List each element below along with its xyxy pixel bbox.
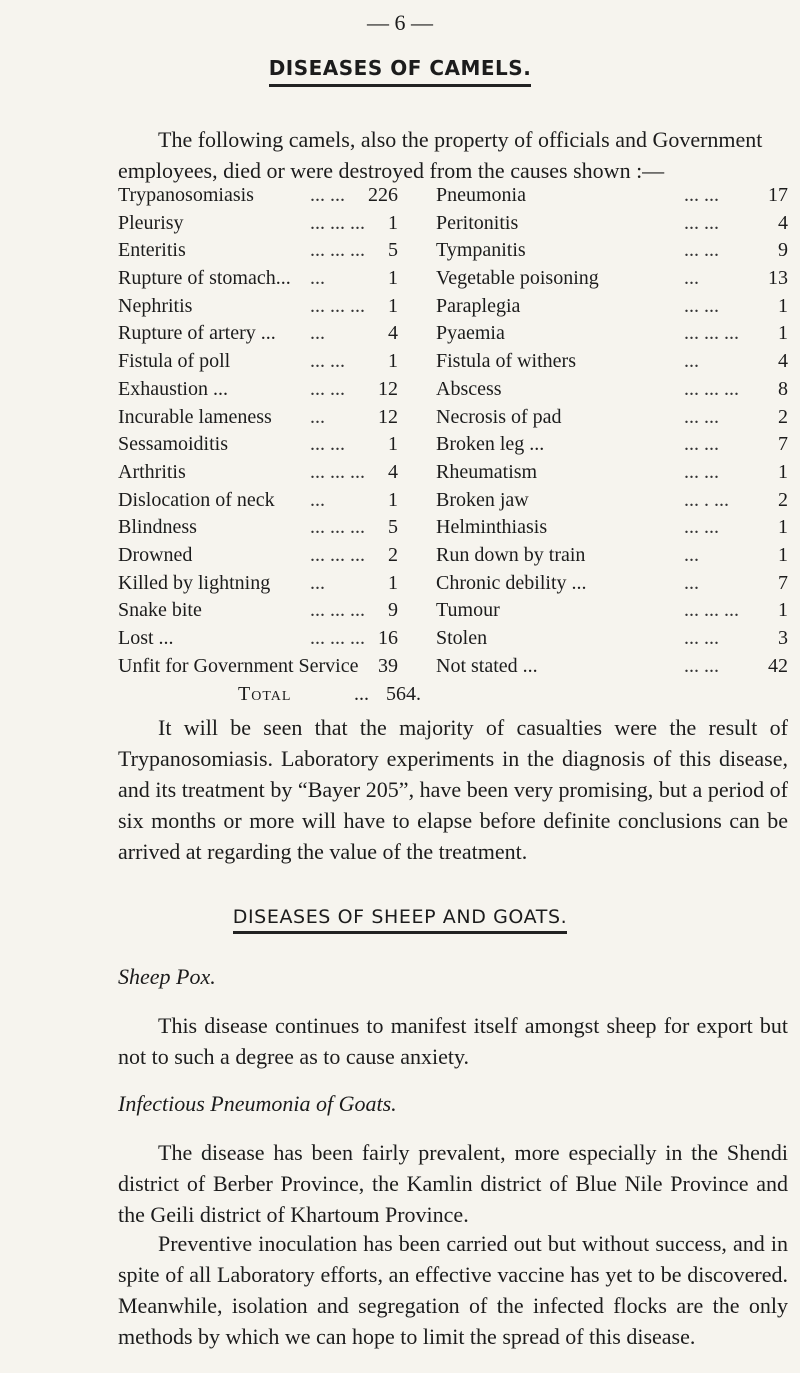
total-value: 564. [386,683,421,706]
leader-dots-left: ... [310,571,325,594]
trypanosomiasis-text: It will be seen that the majority of casualties were the result of Trypanosomiasis. Laboratory experiments in the diagnosis of this disease, and its treatment by “Bayer 205”, have been very promising, but a period of six months or more will have to elapse before definite conclusions can be arrived at regarding the value of the treatment. [118,715,788,864]
section-heading-camels-text: DISEASES OF CAMELS. [269,56,532,87]
cause-count-left: 2 [388,543,398,566]
cause-name-left: Trypanosomiasis [118,184,254,206]
cause-count-left: 5 [388,239,398,262]
cause-name-right: Broken leg ... [436,433,545,456]
cause-count-right: 4 [778,350,788,373]
cause-name-left: Blindness [118,516,197,539]
cause-count-right: 7 [778,433,788,456]
leader-dots-right: ... [684,267,699,290]
page-number: — 6 — [367,10,433,35]
cause-name-left: Incurable lameness [118,405,272,428]
table-row [118,404,798,432]
leader-dots-left: ... [310,488,325,511]
cause-count-right: 1 [778,322,788,345]
cause-count-left: 39 [378,654,398,677]
leader-dots-right: ... [684,543,699,566]
intro-line-1: The following camels, also the property of officials and Government [158,127,763,152]
cause-name-left: Rupture of stomach... [118,267,291,290]
cause-count-left: 1 [388,211,398,234]
cause-name-right: Necrosis of pad [436,405,562,428]
leader-dots-right: ... ... [684,460,719,483]
cause-name-left: Pleurisy [118,211,184,234]
cause-count-right: 1 [778,599,788,622]
cause-count-left: 226 [368,184,398,206]
trypanosomiasis-paragraph [118,712,788,867]
leader-dots-right: ... . ... [684,488,729,511]
goat-pneumonia-paragraph-1 [118,1137,788,1230]
subheading-goat-pneumonia: Infectious Pneumonia of Goats. [118,1091,397,1116]
cause-count-right: 3 [778,627,788,649]
cause-name-right: Paraplegia [436,294,521,317]
total-dots: ... [354,683,369,706]
table-row [118,348,798,376]
cause-name-left: Exhaustion ... [118,377,228,400]
goat-pneumonia-paragraph-2 [118,1228,788,1352]
cause-count-right: 1 [778,543,788,566]
table-row [118,459,798,487]
intro-paragraph [118,124,788,186]
table-row [118,320,798,348]
cause-name-right: Fistula of withers [436,350,576,373]
section-heading-sheep-goats [0,906,800,934]
cause-count-left: 5 [388,516,398,539]
leader-dots-left: ... ... [310,433,345,456]
cause-count-left: 1 [388,294,398,317]
cause-name-right: Helminthiasis [436,516,548,539]
leader-dots-right: ... ... [684,654,719,677]
sheep-pox-paragraph [118,1010,788,1072]
leader-dots-left: ... [310,267,325,290]
leader-dots-right: ... ... [684,239,719,262]
leader-dots-left: ... ... ... [310,211,365,234]
sheep-pox-text: This disease continues to manifest itself amongst sheep for export but not to such a degree as to cause anxiety. [118,1013,788,1069]
cause-count-left: 9 [388,599,398,622]
total-row [118,680,798,708]
cause-count-left: 1 [388,350,398,373]
cause-count-right: 1 [778,460,788,483]
cause-name-right: Stolen [436,627,488,649]
cause-count-right: 1 [778,294,788,317]
cause-name-right: Rheumatism [436,460,538,483]
table-row [118,237,798,265]
cause-name-left: Killed by lightning [118,571,271,594]
leader-dots-right: ... ... [684,211,719,234]
casualty-table [118,182,798,708]
cause-count-left: 12 [378,377,398,400]
cause-name-left: Dislocation of neck [118,488,275,511]
leader-dots-left: ... ... ... [310,543,365,566]
leader-dots-left: ... ... [310,350,345,373]
cause-name-left: Snake bite [118,599,202,622]
table-row [118,376,798,404]
cause-name-left: Fistula of poll [118,350,231,373]
cause-name-right: Chronic debility ... [436,571,587,594]
cause-name-left: Sessamoiditis [118,433,229,456]
leader-dots-left: ... ... ... [310,599,365,622]
cause-name-left: Enteritis [118,239,186,262]
leader-dots-left: ... ... [310,377,345,400]
leader-dots-right: ... ... [684,184,719,206]
table-row [118,182,798,210]
table-row [118,570,798,598]
cause-name-right: Tumour [436,599,500,622]
leader-dots-right: ... ... [684,405,719,428]
cause-count-right: 17 [768,184,788,206]
table-row [118,431,798,459]
cause-count-left: 16 [378,627,398,649]
leader-dots-left: ... ... ... [310,239,365,262]
cause-count-left: 12 [378,405,398,428]
leader-dots-right: ... ... ... [684,599,739,622]
leader-dots-right: ... ... [684,516,719,539]
goat-pneumonia-text-2: Preventive inoculation has been carried out but without success, and in spite of all Laboratory efforts, an effective vaccine has yet to be discovered. Meanwhile, isolation and segregation of the infected flocks are the only methods by which we can hope to limit the spread of this disease. [118,1231,788,1349]
leader-dots-left: ... ... ... [310,516,365,539]
cause-name-right: Broken jaw [436,488,529,511]
cause-count-left: 4 [388,322,398,345]
cause-name-right: Pneumonia [436,184,526,206]
cause-count-right: 8 [778,377,788,400]
cause-name-right: Pyaemia [436,322,505,345]
cause-name-left: Unfit for Government Service [118,654,359,677]
subheading-sheep-pox: Sheep Pox. [118,964,216,989]
cause-count-right: 4 [778,211,788,234]
cause-count-right: 7 [778,571,788,594]
leader-dots-left: ... ... ... [310,627,365,649]
cause-name-right: Abscess [436,377,502,400]
cause-name-right: Not stated ... [436,654,538,677]
leader-dots-left: ... [310,322,325,345]
cause-name-right: Tympanitis [436,239,526,262]
cause-name-left: Lost ... [118,627,174,649]
table-row [118,293,798,321]
cause-count-left: 1 [388,433,398,456]
goat-pneumonia-text-1: The disease has been fairly prevalent, more especially in the Shendi district of Berber Province, the Kamlin district of Blue Nile Province and the Geili district of Khartoum Province. [118,1140,788,1227]
cause-count-right: 42 [768,654,788,677]
cause-count-right: 2 [778,488,788,511]
cause-count-right: 1 [778,516,788,539]
cause-name-left: Drowned [118,543,193,566]
cause-name-left: Nephritis [118,294,193,317]
leader-dots-right: ... ... ... [684,322,739,345]
cause-count-right: 13 [768,267,788,290]
cause-count-left: 4 [388,460,398,483]
cause-name-right: Run down by train [436,543,586,566]
table-row [118,653,798,681]
section-heading-camels [0,56,800,87]
leader-dots-right: ... ... ... [684,377,739,400]
cause-name-right: Vegetable poisoning [436,267,599,290]
cause-count-right: 2 [778,405,788,428]
leader-dots-right: ... ... [684,294,719,317]
cause-count-left: 1 [388,571,398,594]
table-row [118,597,798,625]
cause-count-right: 9 [778,239,788,262]
leader-dots-right: ... ... [684,627,719,649]
intro-line-2: employees, died or were destroyed from the causes shown :— [118,158,665,183]
cause-name-left: Rupture of artery ... [118,322,276,345]
section-heading-sheep-goats-text: DISEASES OF SHEEP AND GOATS. [233,906,568,934]
table-row [118,487,798,515]
cause-count-left: 1 [388,488,398,511]
leader-dots-right: ... ... [684,433,719,456]
leader-dots-left: ... [310,405,325,428]
leader-dots-left: ... ... ... [310,460,365,483]
cause-name-left: Arthritis [118,460,186,483]
leader-dots-left: ... ... [310,184,345,206]
table-row [118,625,798,653]
cause-name-right: Peritonitis [436,211,519,234]
leader-dots-left: ... ... ... [310,294,365,317]
table-row [118,210,798,238]
total-label: Total [238,683,292,706]
leader-dots-right: ... [684,571,699,594]
table-row [118,514,798,542]
leader-dots-right: ... [684,350,699,373]
table-row [118,542,798,570]
table-row [118,265,798,293]
cause-count-left: 1 [388,267,398,290]
